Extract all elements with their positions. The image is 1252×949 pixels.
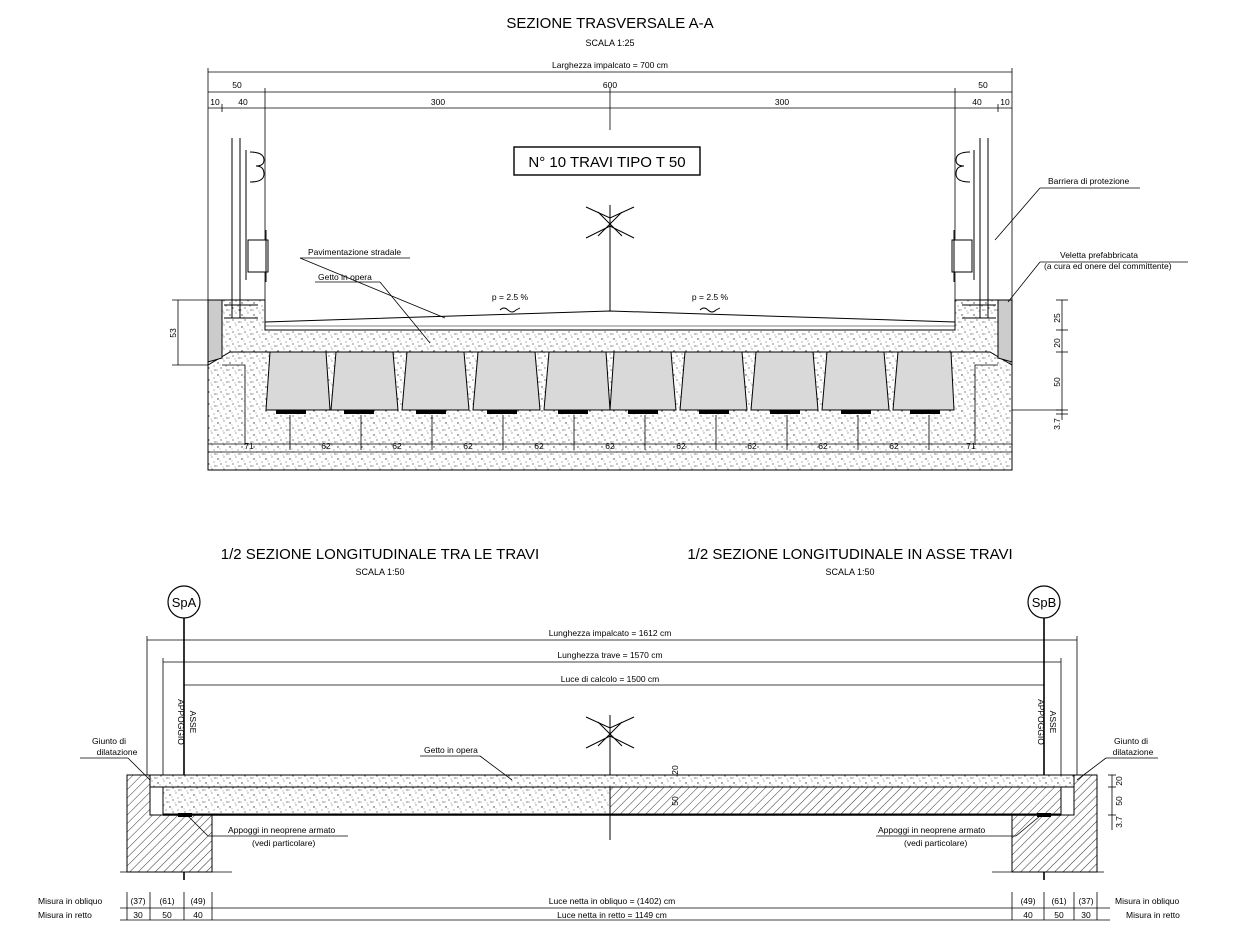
- dim-center-600: 600: [602, 80, 618, 90]
- clear-span-oblique: Luce netta in obliquo = (1402) cm: [548, 896, 676, 906]
- bottom-dim: 62: [392, 441, 402, 451]
- veletta-note: (a cura ed onere del committente): [1044, 261, 1172, 271]
- beam: [893, 352, 954, 410]
- slope-left-label: p = 2.5 %: [491, 292, 529, 302]
- beam: [751, 352, 818, 410]
- dim-50: 50: [1052, 377, 1062, 387]
- right-barrier: [952, 138, 996, 318]
- right-veletta: [998, 300, 1012, 362]
- bottom-dim: 62: [321, 441, 331, 451]
- beam: [473, 352, 540, 410]
- bottom-dim: 71: [966, 441, 976, 451]
- re-40-left: 40: [193, 910, 203, 920]
- slope-arrow-left: [500, 308, 520, 312]
- dim-left-40: 40: [238, 97, 248, 107]
- bearing-left-label: Appoggi in neoprene armato: [228, 825, 336, 835]
- slope-arrow-right: [700, 308, 720, 312]
- dim-right-10: 10: [1000, 97, 1010, 107]
- ob-61-left: (61): [159, 896, 175, 906]
- ob-49-right: (49): [1020, 896, 1036, 906]
- bottom-dim: 62: [605, 441, 615, 451]
- cast-label: Getto in opera: [318, 272, 372, 282]
- beam: [402, 352, 469, 410]
- dim-right-40: 40: [972, 97, 982, 107]
- axis-label-b1: ASSE: [1048, 710, 1058, 734]
- bottom-dim: 62: [818, 441, 828, 451]
- joint-right-line1: Giunto di: [1114, 736, 1149, 746]
- bottom-dim: 62: [747, 441, 757, 451]
- support-a-label: SpA: [171, 595, 197, 610]
- ob-49-left: (49): [190, 896, 206, 906]
- ob-37-left: (37): [130, 896, 146, 906]
- long-title-right: 1/2 SEZIONE LONGITUDINALE IN ASSE TRAVI: [687, 546, 1013, 563]
- beam: [331, 352, 398, 410]
- long-scale-right: SCALA 1:50: [825, 567, 875, 577]
- axis-label-a1: ASSE: [188, 710, 198, 734]
- re-50-left: 50: [162, 910, 172, 920]
- long-dim-50-right: 50: [1114, 796, 1124, 806]
- span-label: Luce di calcolo = 1500 cm: [560, 674, 660, 684]
- long-dim-37-right: 3.7: [1114, 816, 1124, 828]
- longitudinal-section: [38, 546, 1180, 920]
- bottom-dim: 62: [676, 441, 686, 451]
- bottom-dim: 62: [889, 441, 899, 451]
- long-deck-between-beams: [163, 787, 610, 814]
- dim-20: 20: [1052, 338, 1062, 348]
- dim-right-300: 300: [774, 97, 790, 107]
- long-scale-left: SCALA 1:50: [355, 567, 405, 577]
- long-title-left: 1/2 SEZIONE LONGITUDINALE TRA LE TRAVI: [220, 546, 540, 563]
- ob-61-right: (61): [1051, 896, 1067, 906]
- re-30-right: 30: [1081, 910, 1091, 920]
- re-50-right: 50: [1054, 910, 1064, 920]
- cross-section: [168, 15, 1188, 470]
- axis-label-a2: APPOGGIO: [176, 699, 186, 745]
- paving-label: Pavimentazione stradale: [308, 247, 402, 257]
- bearing-right-label: Appoggi in neoprene armato: [878, 825, 986, 835]
- dim-53: 53: [168, 328, 178, 338]
- beam-length-label: Lunghezza trave = 1570 cm: [557, 650, 663, 660]
- dim-right-50: 50: [978, 80, 988, 90]
- joint-right-line2: dilatazione: [1112, 747, 1154, 757]
- long-dim-20-right: 20: [1114, 776, 1124, 786]
- long-cast-label: Getto in opera: [424, 745, 478, 755]
- beam: [544, 352, 610, 410]
- dim-25: 25: [1052, 313, 1062, 323]
- dim-left-300: 300: [430, 97, 446, 107]
- bearing-right-note: (vedi particolare): [904, 838, 968, 848]
- slope-right-label: p = 2.5 %: [691, 292, 729, 302]
- bottom-dim: 71: [244, 441, 254, 451]
- beam: [680, 352, 747, 410]
- ob-37-right: (37): [1078, 896, 1094, 906]
- long-dim-20-center: 20: [670, 765, 680, 775]
- straight-label-left: Misura in retto: [38, 910, 92, 920]
- oblique-label-left: Misura in obliquo: [38, 896, 103, 906]
- axis-label-b2: APPOGGIO: [1036, 699, 1046, 745]
- long-dim-50-center: 50: [670, 796, 680, 806]
- dim-3-7: 3.7: [1052, 418, 1062, 430]
- cross-section-title: SEZIONE TRASVERSALE A-A: [506, 15, 714, 32]
- left-veletta: [208, 300, 222, 362]
- straight-label-right: Misura in retto: [1126, 910, 1180, 920]
- beam: [822, 352, 889, 410]
- paving-layer: [265, 311, 955, 330]
- long-deck-slab: [150, 775, 1074, 787]
- beam: [610, 352, 676, 410]
- re-40-right: 40: [1023, 910, 1033, 920]
- joint-left-line1: Giunto di: [91, 736, 126, 746]
- cross-section-scale: SCALA 1:25: [585, 38, 635, 48]
- dim-left-10: 10: [210, 97, 220, 107]
- veletta-label: Veletta prefabbricata: [1060, 250, 1138, 260]
- re-30-left: 30: [133, 910, 143, 920]
- bearing-left-note: (vedi particolare): [252, 838, 316, 848]
- deck-width-label: Larghezza impalcato = 700 cm: [552, 60, 668, 70]
- beam: [266, 352, 330, 410]
- support-b-label: SpB: [1031, 595, 1057, 610]
- bottom-dim: 62: [534, 441, 544, 451]
- dim-left-50: 50: [232, 80, 242, 90]
- clear-span-straight: Luce netta in retto = 1149 cm: [557, 910, 667, 920]
- joint-left-line2: dilatazione: [96, 747, 138, 757]
- deck-length-label: Lunghezza impalcato = 1612 cm: [548, 628, 672, 638]
- oblique-label-right: Misura in obliquo: [1115, 896, 1180, 906]
- bottom-dim: 62: [463, 441, 473, 451]
- left-barrier: [224, 138, 268, 318]
- barrier-label: Barriera di protezione: [1048, 176, 1130, 186]
- beam-count-label: N° 10 TRAVI TIPO T 50: [528, 154, 686, 171]
